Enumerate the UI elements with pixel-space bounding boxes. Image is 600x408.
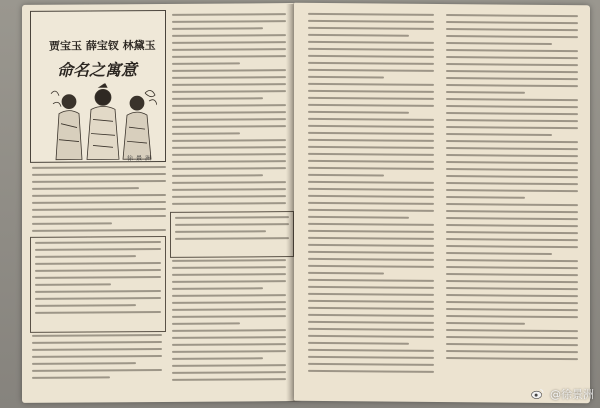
weibo-watermark bbox=[531, 386, 595, 402]
article-title: 贾宝玉 薛宝钗 林黛玉 bbox=[49, 39, 156, 53]
text-column-left-middle bbox=[32, 166, 166, 237]
boxed-note-left bbox=[30, 236, 166, 333]
article-header-box bbox=[30, 10, 166, 163]
watermark-text: @徐景洲 bbox=[550, 388, 594, 401]
boxed-note-center bbox=[170, 211, 294, 258]
text-column-left-bottom bbox=[32, 334, 162, 384]
text-column-right-bottom bbox=[172, 259, 286, 386]
weibo-icon bbox=[531, 388, 544, 399]
article-subtitle: 命名之寓意 bbox=[57, 60, 138, 80]
text-column-top-right bbox=[172, 13, 286, 210]
magazine-right-page bbox=[294, 3, 590, 404]
article-author: 徐景洲 bbox=[127, 155, 155, 163]
magazine-left-page bbox=[22, 3, 294, 403]
text-column-right-page-left bbox=[308, 13, 434, 378]
illustration-three-figures-icon bbox=[49, 83, 157, 162]
text-column-right-page-right bbox=[446, 14, 578, 365]
